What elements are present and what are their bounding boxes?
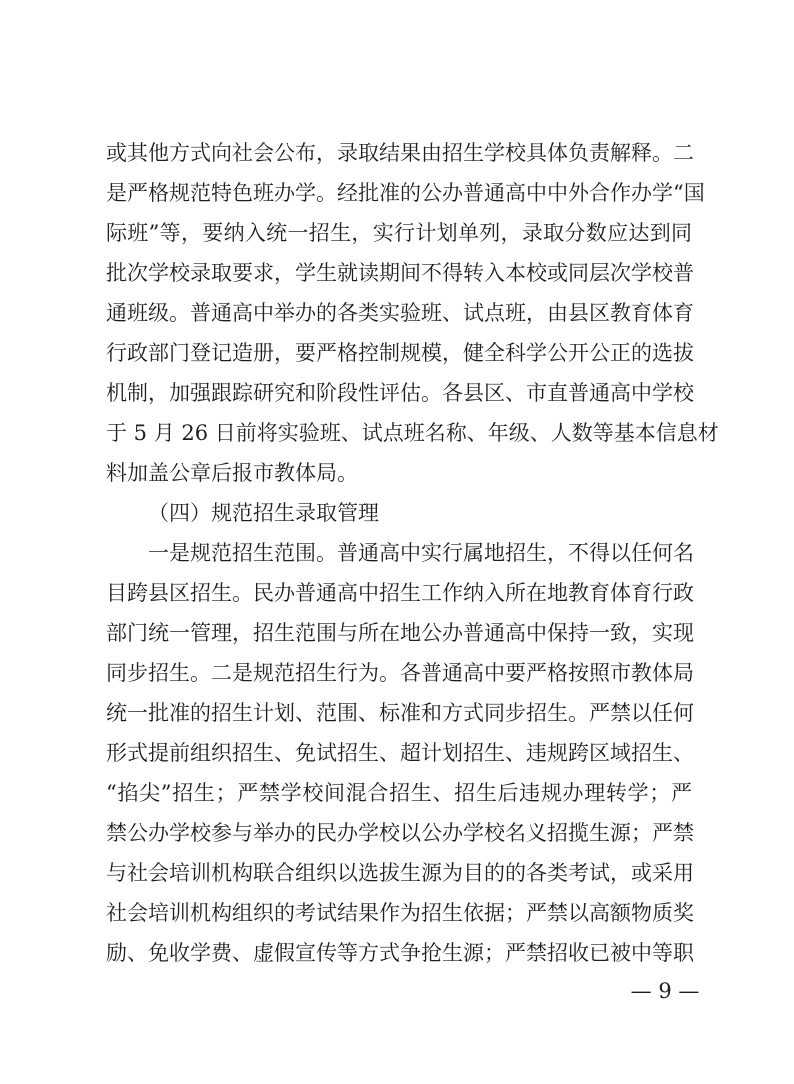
page-number: — 9 —: [630, 979, 700, 1003]
text-line: 批次学校录取要求，学生就读期间不得转入本校或同层次学校普: [106, 261, 694, 285]
text-line: 励、免收学费、虚假宣传等方式争抢生源；严禁招收已被中等职: [106, 941, 694, 965]
text-line: 或其他方式向社会公布，录取结果由招生学校具体负责解释。二: [106, 141, 694, 165]
text-line: 形式提前组织招生、免试招生、超计划招生、违规跨区域招生、: [106, 741, 694, 765]
section-heading: （四）规范招生录取管理: [148, 501, 379, 525]
text-line: 统一批准的招生计划、范围、标准和方式同步招生。严禁以任何: [106, 701, 694, 725]
text-line: 机制，加强跟踪研究和阶段性评估。各县区、市直普通高中学校: [106, 381, 694, 405]
text-line: 目跨县区招生。民办普通高中招生工作纳入所在地教育体育行政: [106, 581, 694, 605]
text-line: 通班级。普通高中举办的各类实验班、试点班，由县区教育体育: [106, 301, 694, 325]
text-line: 同步招生。二是规范招生行为。各普通高中要严格按照市教体局: [106, 661, 694, 685]
text-line: 部门统一管理，招生范围与所在地公办普通高中保持一致，实现: [106, 621, 694, 645]
text-line: “掐尖”招生；严禁学校间混合招生、招生后违规办理转学；严: [106, 781, 692, 805]
text-line: 禁公办学校参与举办的民办学校以公办学校名义招揽生源；严禁: [106, 821, 694, 845]
text-line: 际班”等，要纳入统一招生，实行计划单列，录取分数应达到同: [106, 221, 692, 245]
text-line: 料加盖公章后报市教体局。: [106, 461, 358, 485]
text-line: 行政部门登记造册，要严格控制规模，健全科学公开公正的选拔: [106, 341, 694, 365]
text-line: 一是规范招生范围。普通高中实行属地招生，不得以任何名: [148, 541, 694, 565]
text-line: 社会培训机构组织的考试结果作为招生依据；严禁以高额物质奖: [106, 901, 694, 925]
text-line: 是严格规范特色班办学。经批准的公办普通高中中外合作办学“国: [106, 181, 705, 205]
text-line: 于 5 月 26 日前将实验班、试点班名称、年级、人数等基本信息材: [106, 421, 719, 445]
text-line: 与社会培训机构联合组织以选拔生源为目的的各类考试，或采用: [106, 861, 694, 885]
